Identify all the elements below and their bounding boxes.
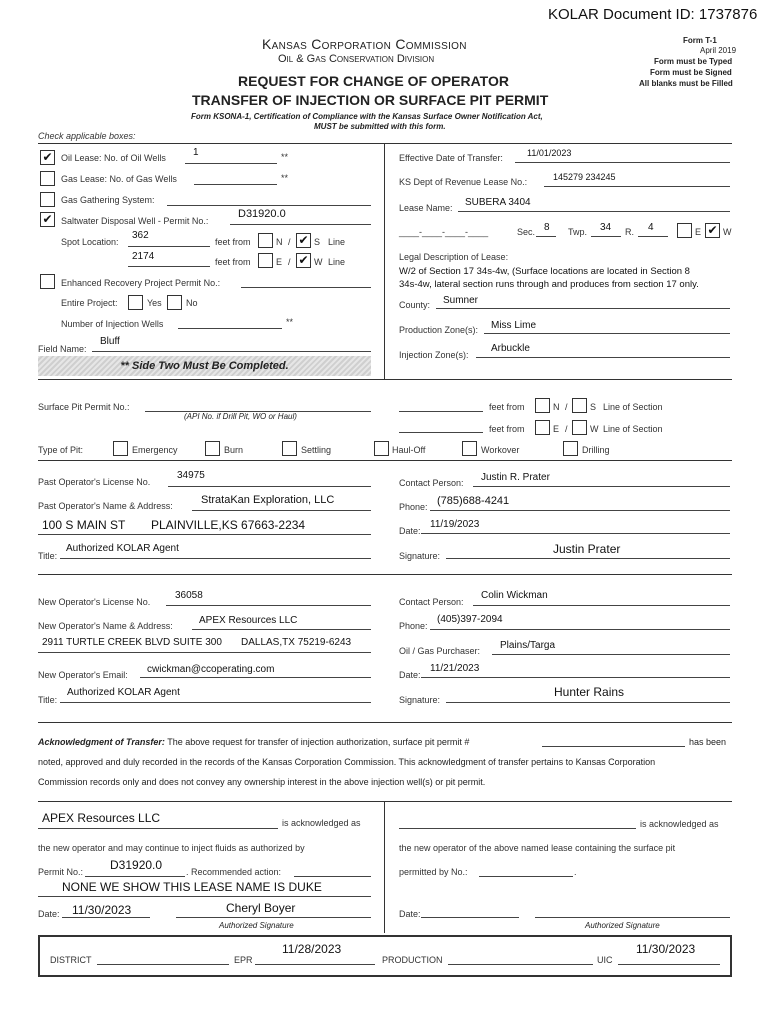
ack-left-signature[interactable]: Cheryl Boyer — [226, 901, 296, 915]
ack-text-1: The above request for transfer of injection authorization, surface pit permit # — [167, 737, 470, 747]
entire-project-no-checkbox[interactable] — [167, 295, 182, 310]
new-name-label: New Operator's Name & Address: — [38, 621, 173, 631]
oil-lease-label: Oil Lease: No. of Oil Wells — [61, 153, 166, 163]
injection-zone-value[interactable]: Arbuckle — [491, 343, 530, 354]
document-id: KOLAR Document ID: 1737876 — [548, 6, 758, 23]
no-label: No — [186, 298, 198, 308]
injection-zone-label: Injection Zone(s): — [399, 350, 469, 360]
feet-from-label: feet from — [215, 237, 251, 247]
swd-permit-number[interactable]: D31920.0 — [238, 208, 286, 220]
county-label: County: — [399, 300, 431, 310]
form-filled-note: All blanks must be Filled — [639, 79, 733, 88]
slash: / — [565, 424, 568, 434]
section-bottom-rule — [38, 379, 732, 380]
section-label: Sec. — [517, 227, 536, 237]
feet-from-label: feet from — [489, 402, 525, 412]
north-label: N — [276, 237, 283, 247]
pit-south-checkbox[interactable] — [572, 398, 587, 413]
ack-text-2: noted, approved and duly recorded in the records of the Kansas Corporation Commission. This acknowledgment of transfer pertains to Kansas Corporation — [38, 757, 656, 767]
new-title-value[interactable]: Authorized KOLAR Agent — [67, 687, 180, 698]
ksona-note-2: MUST be submitted with this form. — [314, 122, 446, 131]
township-label: Twp. — [568, 227, 588, 237]
east-label: E — [695, 227, 702, 237]
district-label: DISTRICT — [50, 955, 92, 965]
ack-left-date-label: Date: — [38, 909, 60, 919]
ack-left-date-value[interactable]: 11/30/2023 — [72, 903, 132, 917]
required-stars: ** — [281, 173, 289, 183]
ksona-note-1: Form KSONA-1, Certification of Compliance with the Kansas Surface Owner Notification Act, — [191, 112, 543, 121]
past-name-label: Past Operator's Name & Address: — [38, 501, 173, 511]
ack-left-acknowledged: is acknowledged as — [282, 818, 361, 828]
new-date-label: Date: — [399, 670, 421, 680]
ack-recommended-label: . Recommended action: — [186, 867, 282, 877]
gas-gathering-checkbox[interactable] — [40, 192, 55, 207]
new-contact-value[interactable]: Colin Wickman — [481, 590, 548, 601]
ack-company-name[interactable]: APEX Resources LLC — [42, 811, 161, 825]
epr-date[interactable]: 11/28/2023 — [282, 942, 342, 956]
feet-from-label: feet from — [489, 424, 525, 434]
spot-location-label: Spot Location: — [61, 237, 119, 247]
new-contact-label: Contact Person: — [399, 597, 464, 607]
new-bottom-rule — [38, 722, 732, 723]
pit-type-emergency-label: Emergency — [132, 445, 178, 455]
required-stars: ** — [286, 317, 294, 327]
past-contact-value[interactable]: Justin R. Prater — [481, 472, 550, 483]
west-checkbox[interactable]: ✔ — [296, 253, 311, 268]
west-label: W — [723, 227, 732, 237]
past-phone-label: Phone: — [399, 502, 428, 512]
oil-wells-count[interactable]: 1 — [193, 147, 199, 158]
range-east-checkbox[interactable] — [677, 223, 692, 238]
pit-type-workover-label: Workover — [481, 445, 520, 455]
lease-name-label: Lease Name: — [399, 203, 453, 213]
uic-label: UIC — [597, 955, 613, 965]
slash: / — [565, 402, 568, 412]
east-label: E — [276, 257, 283, 267]
past-phone-value[interactable]: (785)688-4241 — [437, 495, 510, 507]
ack-text-3: Commission records only and does not convey any ownership interest in the above injection well(s) or pit permit. — [38, 777, 486, 787]
ack-right-line-2: the new operator of the above named lease containing the surface pit — [399, 843, 676, 853]
pit-east-checkbox[interactable] — [535, 420, 550, 435]
ack-right-permitted-label: permitted by No.: — [399, 867, 468, 877]
eor-checkbox[interactable] — [40, 274, 55, 289]
east-checkbox[interactable] — [258, 253, 273, 268]
ack-left-line-2: the new operator and may continue to inject fluids as authorized by — [38, 843, 305, 853]
pit-type-settling-label: Settling — [301, 445, 332, 455]
line-of-section-label: Line of Section — [603, 424, 663, 434]
legal-description-line-1[interactable]: W/2 of Section 17 34s-4w, (Surface locations are located in Section 8 — [399, 266, 690, 277]
new-phone-value[interactable]: (405)397-2094 — [437, 614, 503, 625]
quarter-dashes: ____-____-____-____ — [399, 227, 489, 237]
uic-date[interactable]: 11/30/2023 — [636, 942, 696, 956]
new-address-line-1[interactable]: 2911 TURTLE CREEK BLVD SUITE 300 — [42, 637, 222, 648]
ack-permit-value[interactable]: D31920.0 — [110, 858, 163, 872]
side-two-banner: ** Side Two Must Be Completed. — [38, 356, 371, 376]
section-divider — [384, 143, 385, 379]
township-value[interactable]: 34 — [600, 222, 612, 233]
ack-right-acknowledged: is acknowledged as — [640, 819, 719, 829]
pit-type-burn-checkbox[interactable] — [205, 441, 220, 456]
effective-date-value[interactable]: 11/01/2023 — [527, 148, 572, 158]
gas-lease-label: Gas Lease: No. of Gas Wells — [61, 174, 177, 184]
spot-feet-ew[interactable]: 2174 — [132, 251, 155, 262]
new-purchaser-label: Oil / Gas Purchaser: — [399, 646, 481, 656]
past-date-label: Date: — [399, 526, 421, 536]
yes-label: Yes — [147, 298, 162, 308]
line-of-section-label: Line of Section — [603, 402, 663, 412]
new-date-value[interactable]: 11/21/2023 — [430, 663, 480, 674]
num-injection-wells-label: Number of Injection Wells — [61, 319, 164, 329]
pit-type-hauloff-checkbox[interactable] — [374, 441, 389, 456]
lease-name-value[interactable]: SUBERA 3404 — [465, 197, 531, 208]
new-email-label: New Operator's Email: — [38, 670, 128, 680]
form-date: April 2019 — [700, 46, 737, 55]
division-name: Oil & Gas Conservation Division — [278, 53, 435, 65]
pit-type-drilling-label: Drilling — [582, 445, 610, 455]
line-label: Line — [328, 237, 346, 247]
form-number: Form T-1 — [683, 36, 717, 45]
legal-description-line-2[interactable]: 34s-4w, lateral section runs through and produces from section 17 only. — [399, 279, 699, 290]
type-of-pit-label: Type of Pit: — [38, 445, 84, 455]
spot-feet-ns[interactable]: 362 — [132, 230, 149, 241]
past-contact-label: Contact Person: — [399, 478, 464, 488]
form-title-2: TRANSFER OF INJECTION OR SURFACE PIT PERMIT — [192, 92, 549, 108]
range-value[interactable]: 4 — [648, 222, 654, 233]
entire-project-yes-checkbox[interactable] — [128, 295, 143, 310]
past-license-value[interactable]: 34975 — [177, 470, 205, 481]
pit-type-emergency-checkbox[interactable] — [113, 441, 128, 456]
ack-line-1 — [38, 737, 469, 747]
pit-bottom-rule — [38, 460, 732, 461]
field-name-value[interactable]: Bluff — [100, 336, 120, 347]
form-title-1: REQUEST FOR CHANGE OF OPERATOR — [238, 73, 509, 89]
ack-right-date-label: Date: — [399, 909, 421, 919]
past-address-line-1[interactable]: 100 S MAIN ST — [42, 518, 126, 532]
past-signature-label: Signature: — [399, 551, 441, 561]
api-note: (API No. if Drill Pit, WO or Haul) — [184, 412, 297, 421]
check-boxes-label: Check applicable boxes: — [38, 131, 136, 141]
swd-label: Saltwater Disposal Well - Permit No.: — [61, 216, 209, 226]
new-license-value[interactable]: 36058 — [175, 590, 203, 601]
required-stars: ** — [281, 152, 289, 162]
production-zone-value[interactable]: Miss Lime — [491, 320, 537, 331]
range-west-checkbox[interactable]: ✔ — [705, 223, 720, 238]
past-signature-value[interactable]: Justin Prater — [553, 542, 621, 556]
past-license-label: Past Operator's License No. — [38, 477, 151, 487]
new-signature-value[interactable]: Hunter Rains — [554, 685, 625, 699]
past-name-value[interactable]: StrataKan Exploration, LLC — [201, 494, 335, 506]
effective-date-label: Effective Date of Transfer: — [399, 153, 503, 163]
legal-description-label: Legal Description of Lease: — [399, 252, 509, 262]
new-purchaser-value[interactable]: Plains/Targa — [500, 640, 556, 651]
production-label: PRODUCTION — [382, 955, 443, 965]
slash: / — [288, 237, 291, 247]
oil-lease-checkbox[interactable]: ✔ — [40, 150, 55, 165]
past-title-label: Title: — [38, 551, 58, 561]
form-signed-note: Form must be Signed — [650, 68, 732, 77]
new-title-label: Title: — [38, 695, 58, 705]
past-title-value[interactable]: Authorized KOLAR Agent — [66, 543, 179, 554]
pit-west-checkbox[interactable] — [572, 420, 587, 435]
section-top-rule — [38, 143, 732, 144]
north-label: N — [553, 402, 560, 412]
past-address-line-2[interactable]: PLAINVILLE,KS 67663-2234 — [151, 518, 306, 532]
section-value[interactable]: 8 — [544, 222, 550, 233]
feet-from-label: feet from — [215, 257, 251, 267]
gas-gathering-label: Gas Gathering System: — [61, 195, 155, 205]
production-zone-label: Production Zone(s): — [399, 325, 479, 335]
new-phone-label: Phone: — [399, 621, 428, 631]
ack-heading: Acknowledgment of Transfer: — [38, 737, 165, 747]
south-label: S — [590, 402, 597, 412]
south-label: S — [314, 237, 321, 247]
swd-checkbox[interactable]: ✔ — [40, 212, 55, 227]
ack-left-auth-sig: Authorized Signature — [219, 921, 294, 930]
pit-type-settling-checkbox[interactable] — [282, 441, 297, 456]
new-signature-label: Signature: — [399, 695, 441, 705]
new-email-value[interactable]: cwickman@ccoperating.com — [147, 664, 275, 675]
pit-type-hauloff-label: Haul-Off — [392, 445, 426, 455]
form-typed-note: Form must be Typed — [654, 57, 733, 66]
past-bottom-rule — [38, 574, 732, 575]
period: . — [574, 867, 577, 877]
line-label: Line — [328, 257, 346, 267]
epr-label: EPR — [234, 955, 253, 965]
slash: / — [288, 257, 291, 267]
pit-type-burn-label: Burn — [224, 445, 244, 455]
ack-box-top-rule — [38, 801, 732, 802]
gas-lease-checkbox[interactable] — [40, 171, 55, 186]
ks-lease-no-label: KS Dept of Revenue Lease No.: — [399, 177, 528, 187]
commission-name: Kansas Corporation Commission — [262, 36, 467, 52]
north-checkbox[interactable] — [258, 233, 273, 248]
east-label: E — [553, 424, 560, 434]
field-name-label: Field Name: — [38, 344, 87, 354]
south-checkbox[interactable]: ✔ — [296, 233, 311, 248]
past-date-value[interactable]: 11/19/2023 — [430, 519, 480, 530]
ks-lease-no-value[interactable]: 145279 234245 — [553, 172, 616, 182]
new-license-label: New Operator's License No. — [38, 597, 151, 607]
county-value[interactable]: Sumner — [443, 295, 479, 306]
west-label: W — [590, 424, 599, 434]
entire-project-label: Entire Project: — [61, 298, 118, 308]
eor-label: Enhanced Recovery Project Permit No.: — [61, 278, 221, 288]
ack-right-auth-sig: Authorized Signature — [585, 921, 660, 930]
west-label: W — [314, 257, 323, 267]
new-name-value[interactable]: APEX Resources LLC — [199, 615, 298, 626]
pit-type-drilling-checkbox[interactable] — [563, 441, 578, 456]
surface-pit-permit-label: Surface Pit Permit No.: — [38, 402, 130, 412]
ack-note[interactable]: NONE WE SHOW THIS LEASE NAME IS DUKE — [62, 880, 322, 894]
ack-permit-label: Permit No.: — [38, 867, 84, 877]
ack-box-divider — [384, 801, 385, 933]
pit-type-workover-checkbox[interactable] — [462, 441, 477, 456]
ack-has-been: has been — [689, 737, 727, 747]
range-label: R. — [625, 227, 634, 237]
new-address-line-2[interactable]: DALLAS,TX 75219-6243 — [241, 637, 352, 648]
pit-north-checkbox[interactable] — [535, 398, 550, 413]
